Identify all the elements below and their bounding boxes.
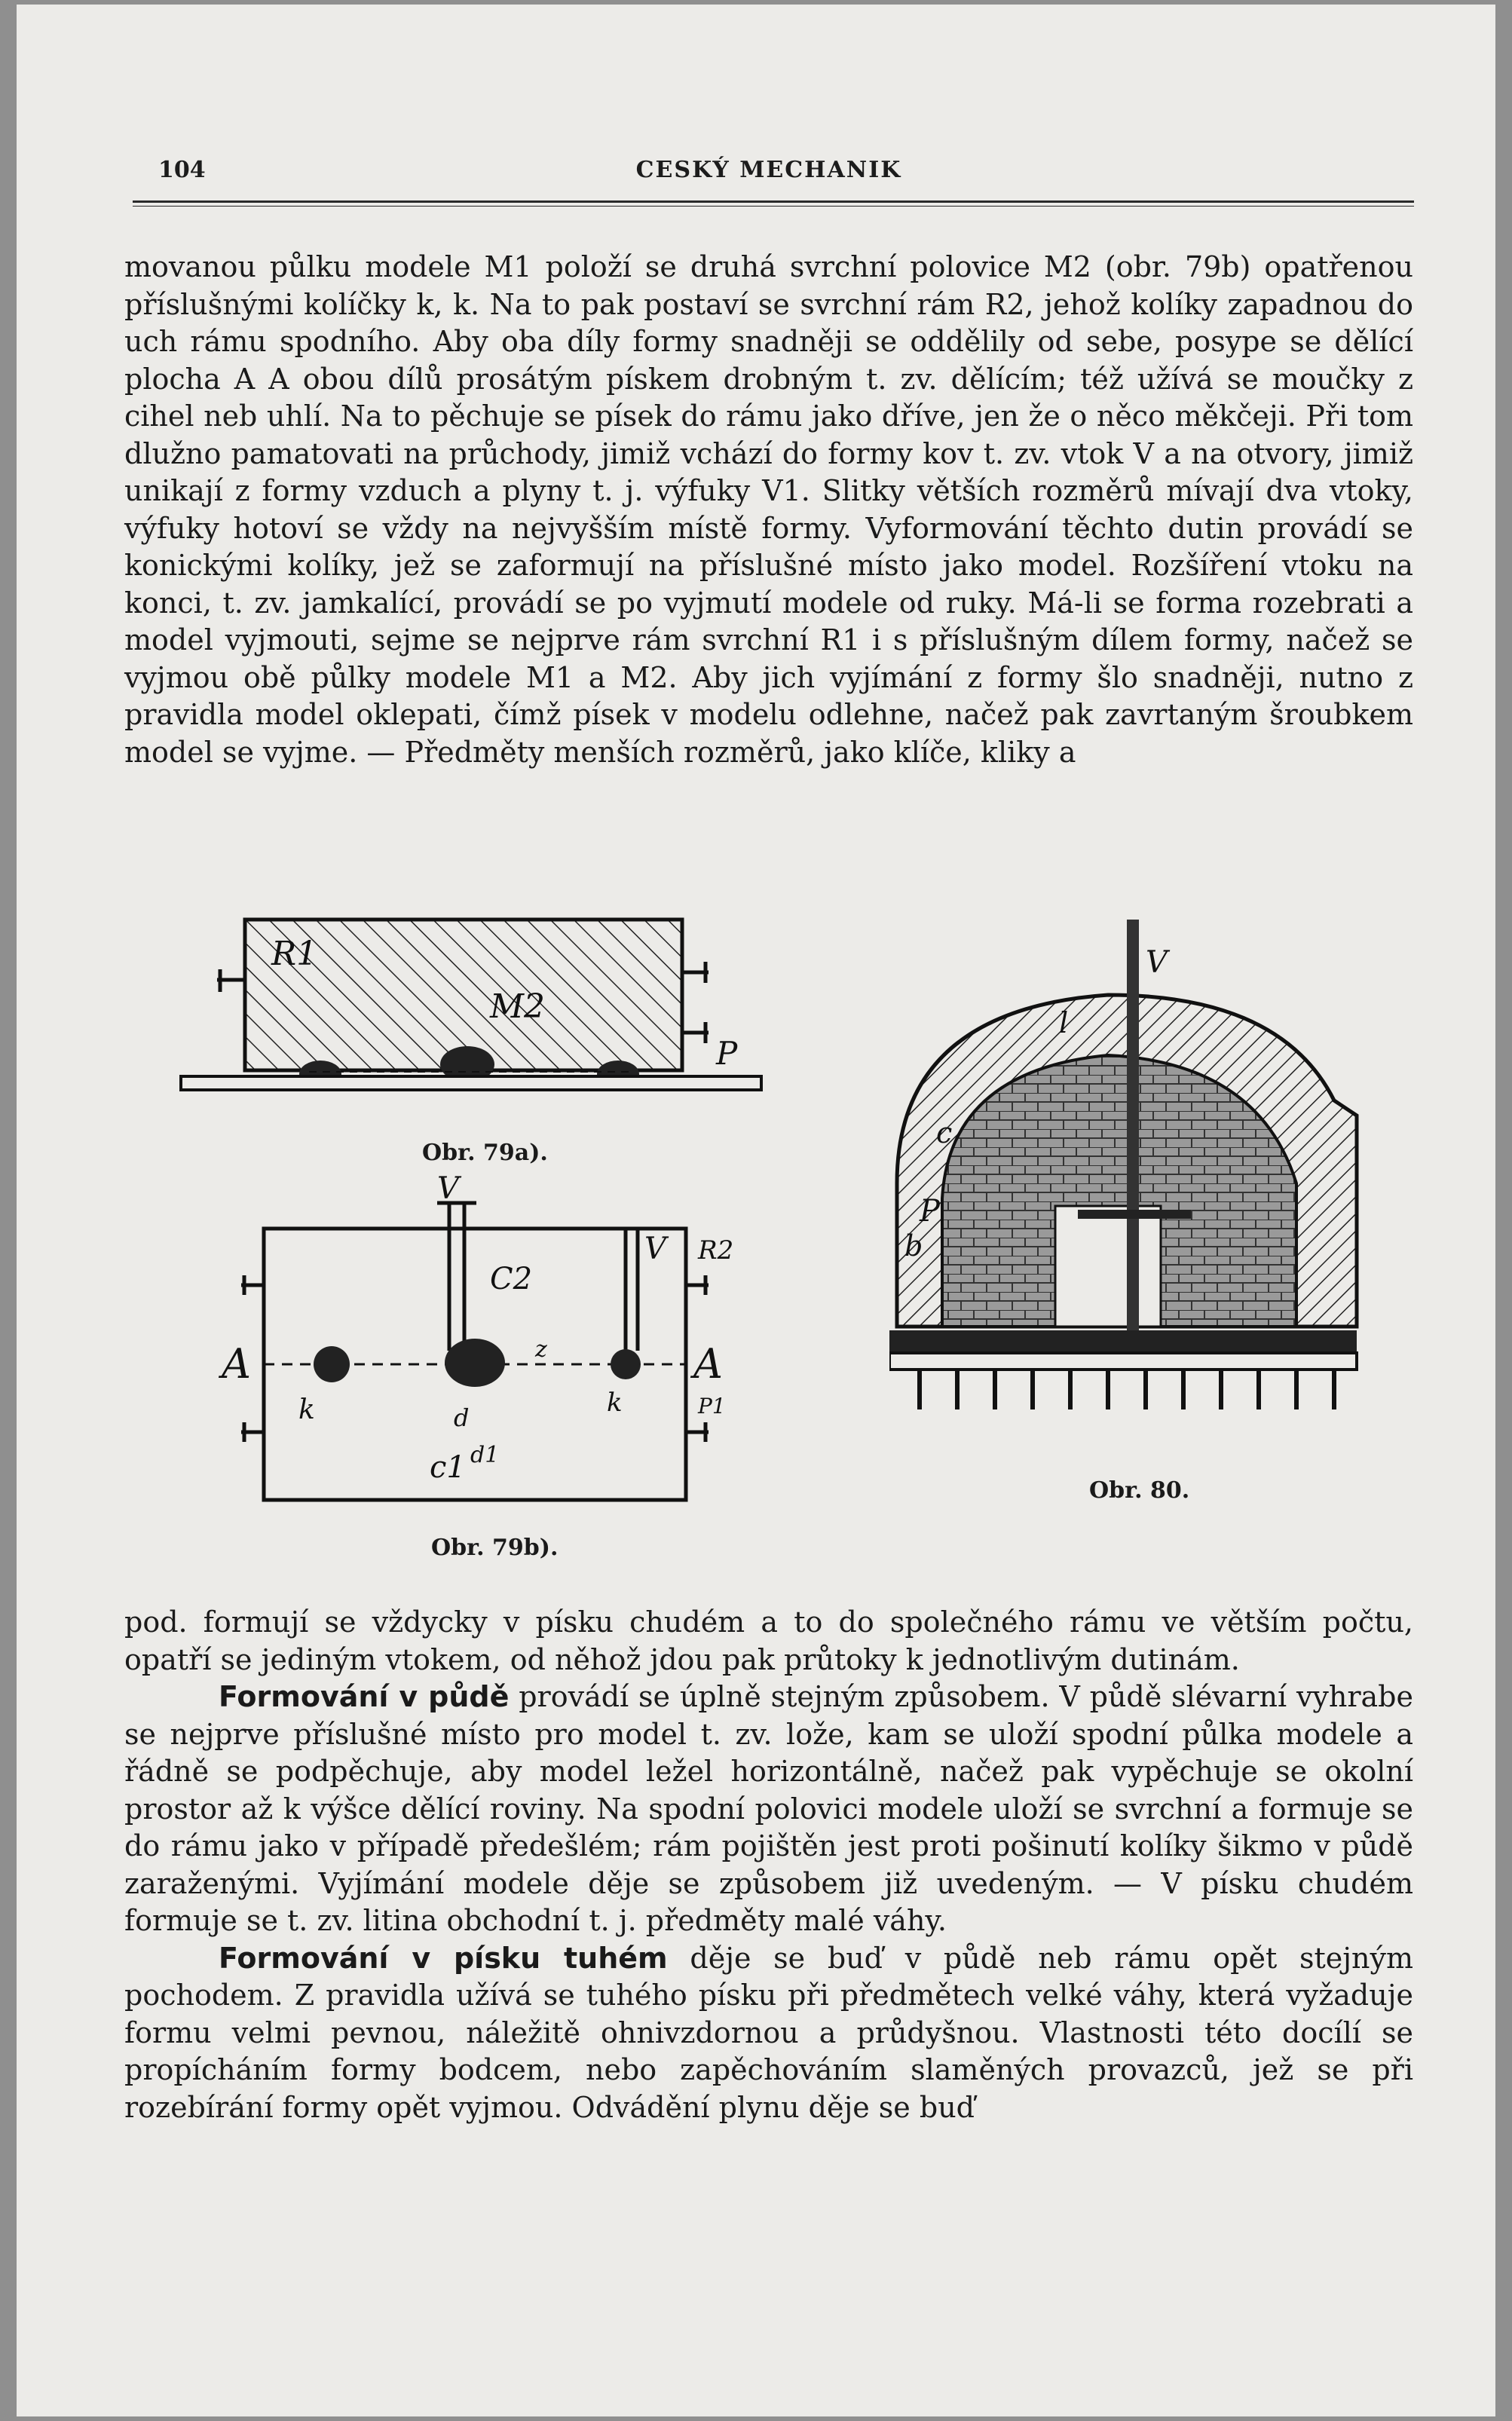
label-d1: d1 — [470, 1442, 500, 1468]
label-z: z — [535, 1336, 547, 1363]
running-header — [128, 157, 1409, 190]
caption-79a: Obr. 79a). — [422, 1140, 548, 1166]
body-text-top — [124, 249, 1413, 771]
label-r1: R1 — [271, 935, 318, 973]
molding-board — [181, 1076, 761, 1090]
label-v-right: V — [644, 1232, 666, 1266]
label-l: l — [1059, 1006, 1069, 1039]
label-m2: M2 — [490, 987, 546, 1026]
label-p: P — [716, 1035, 738, 1072]
paragraph-3-heading: Formování v písku tuhém — [219, 1941, 668, 1975]
label-c2: C2 — [490, 1262, 533, 1296]
caption-79b: Obr. 79b). — [431, 1535, 559, 1561]
label-p: P — [920, 1194, 940, 1229]
label-a-left: A — [222, 1340, 251, 1388]
label-k-left: k — [298, 1394, 315, 1425]
running-title: CESKÝ MECHANIK — [635, 157, 902, 183]
label-d: d — [454, 1403, 470, 1432]
foundry-base — [889, 1330, 1357, 1409]
body-text-bottom — [124, 1604, 1413, 2126]
figure-79b — [219, 1176, 791, 1523]
label-r2: R2 — [698, 1235, 734, 1266]
paragraph-continued: movanou půlku modele M1 položí se druhá svrchní polovice M2 (obr. 79b) opatřenou příslušnými kolíčky k, k. Na to pak postaví se svrchní rám R2, jehož kolíky zapadnou do uch rámu spodního. Aby oba díly formy snadněji se oddělily od sebe, posype se dělící plocha A A obou dílů prosátým pískem drobným t. zv. dělícím; též užívá se moučky z cihel neb uhlí. Na to pěchuje se písek do rámu jako dříve, jen že o něco měkčeji. Při tom dlužno pamatovati na průchody, jimiž vchází do formy kov t. zv. vtok V a na otvory, jimiž unikají z formy vzduch a plyny t. j. výfuky V1. Slitky větších rozměrů mívají dva vtoky, výfuky hotoví se vždy na nejvyšším místě formy. Vyformování těchto dutin provádí se konickými kolíky, jež se zaformují na příslušné místo jako model. Rozšíření vtoku na konci, t. zv. jamkalící, provádí se po vyjmutí modele od ruky. Má-li se forma rozebrati a model vyjmouti, sejme se nejprve rám svrchní R1 i s příslušným dílem formy, načež se vyjmou obě půlky modele M1 a M2. Aby jich vyjímání z formy šlo snadněji, nutno z pravidla model oklepati, čímž písek v modelu odlehne, načež pak zavrtaným šroubkem model se vyjme. — Předměty menších rozměrů, jako klíče, kliky a — [124, 250, 1413, 769]
pattern-parts — [314, 1339, 641, 1387]
label-c: c — [936, 1116, 953, 1149]
label-c1: c1 — [430, 1450, 466, 1485]
label-a-right: A — [693, 1340, 723, 1388]
figure-80 — [889, 912, 1387, 1470]
sprue-channels — [437, 1203, 638, 1351]
paragraph-2 — [124, 1679, 1413, 1940]
paragraph-3 — [124, 1940, 1413, 2127]
label-v: V — [1146, 945, 1168, 980]
label-b: b — [904, 1229, 923, 1263]
page-number: 104 — [158, 157, 206, 183]
figure-79a — [136, 904, 799, 1100]
paragraph-1: pod. formují se vždycky v písku chudém a to do společného rámu ve větším počtu, opatří se jediným vtokem, od něhož jdou pak průtoky k jednotlivým dutinám. — [124, 1605, 1413, 1676]
paragraph-2-body: provádí se úplně stejným způsobem. V půdě slévarní vyhrabe se nejprve příslušné místo pro model t. zv. lože, kam se uloží spodní půlka modele a řádně se podpěchuje, aby model ležel horizontálně, načež pak vypěchuje se okolní prostor až k výšce dělící roviny. Na spodní polovici modele uloží se svrchní a formuje se do rámu jako v případě předešlém; rám pojištěn jest proti pošinutí kolíky šikmo v půdě zaraženými. Vyjímání modele děje se způsobem již uvedeným. — V písku chudém formuje se t. zv. litina obchodní t. j. předměty malé váhy. — [124, 1680, 1413, 1937]
label-v-left: V — [437, 1176, 459, 1206]
paragraph-3-body: děje se buď v půdě neb rámu opět stejným pochodem. Z pravidla užívá se tuhého písku při předmětech velké váhy, která vyžaduje formu velmi pevnou, náležitě ohnivzdornou a průdyšnou. Vlastnosti této docílí se propícháním formy bodcem, nebo zapěchováním slaměných provazců, jež se při rozebírání formy opět vyjmou. Odvádění plynu děje se buď — [124, 1941, 1413, 2124]
header-rule-thick — [133, 200, 1414, 203]
paragraph-2-heading: Formování v půdě — [219, 1680, 510, 1713]
header-rule-thin — [133, 206, 1414, 207]
label-p1: P1 — [698, 1394, 726, 1419]
caption-80: Obr. 80. — [1089, 1477, 1190, 1504]
label-k-right: k — [607, 1388, 623, 1418]
